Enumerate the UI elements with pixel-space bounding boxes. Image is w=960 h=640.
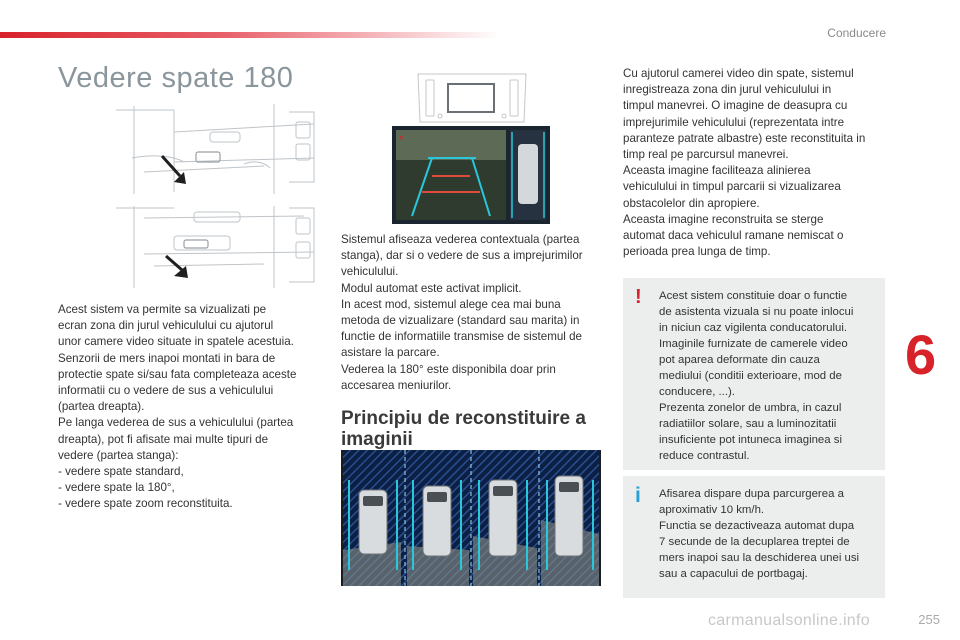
page-title: Vedere spate 180 xyxy=(58,62,294,94)
section-subtitle: Principiu de reconstituire a imaginii xyxy=(341,408,586,450)
warning-icon: ! xyxy=(635,286,642,308)
info-note xyxy=(623,476,885,598)
camera-screen-illustration xyxy=(392,66,550,226)
watermark-text: carmanualsonline.info xyxy=(708,612,870,629)
image-reconstruction-illustration xyxy=(341,450,601,586)
page-number: 255 xyxy=(918,612,940,627)
context-view-paragraph: Sistemul afiseaza vederea contextuala (partea stanga), dar si o vedere de sus a imprejurimilor vehiculului. Modul automat este activat implicit. In acest mod, sistemul alege cea mai buna metoda de vizualizare (standard sau marita) in functie de informatiile transmise de sistemul de asistare la parcare. Vederea la 180° este disponibila doar prin accesarea meniurilor. xyxy=(341,233,583,392)
warning-note xyxy=(623,278,885,470)
info-note-text: Afisarea dispare dupa parcurgerea a aproximativ 10 km/h. Functia se dezactiveaza automat dupa 7 secunde de la decuplarea treptei de mers inapoi sau la deschiderea unei usi sau a capacului de portbagaj. xyxy=(659,488,860,580)
chapter-number: 6 xyxy=(905,323,937,386)
rear-camera-illustration-bottom xyxy=(114,204,320,290)
reconstruction-paragraph: Cu ajutorul camerei video din spate, sistemul inregistreaza zona din jurul vehiculului in timpul manevrei. O imagine de deasupra cu imprejurimile vehiculului (reprezentata intre paranteze patrate albastre) este reconstituita in timp real pe parcursul manevrei. Aceasta imagine faciliteaza alinierea vehiculului in timpul parcarii si vizualizarea obstacolelor din apropiere. Aceasta imagine reconstruita se sterge automat daca vehiculul ramane nemiscat o perioada prea lunga de timp. xyxy=(623,67,866,259)
info-icon: i xyxy=(635,484,641,507)
header-accent-bar xyxy=(0,32,500,38)
section-name: Conducere xyxy=(827,26,886,40)
rear-camera-illustration-top xyxy=(114,102,320,196)
warning-note-text: Acest sistem constituie doar o functie de asistenta vizuala si nu poate inlocui in niciun caz vigilenta conducatorului. Imaginile furnizate de camerele video pot aparea deformate din cauza mediului (conditii exterioare, mod de conducere, ...). Prezenta zonelor de umbra, in cazul radiatiilor solare, sau a luminozitatii insuficiente pot intuneca imaginea si reduce contrastul. xyxy=(659,290,854,462)
intro-paragraph: Acest sistem va permite sa vizualizati pe ecran zona din jurul vehiculului cu ajutorul unor camere video situate in spatele acestuia. Senzorii de mers inapoi montati in bara de protectie spate si/sau fata completeaza aceste informatii cu o vedere de sus a vehiculului (partea dreapta). Pe langa vederea de sus a vehiculului (partea dreapta), pot fi afisate mai multe tipuri de vedere (partea stanga): - vedere spate standard, - vedere spate la 180°, - vedere spate zoom reconstituita. xyxy=(58,303,297,511)
svg-text:×: × xyxy=(398,133,405,142)
